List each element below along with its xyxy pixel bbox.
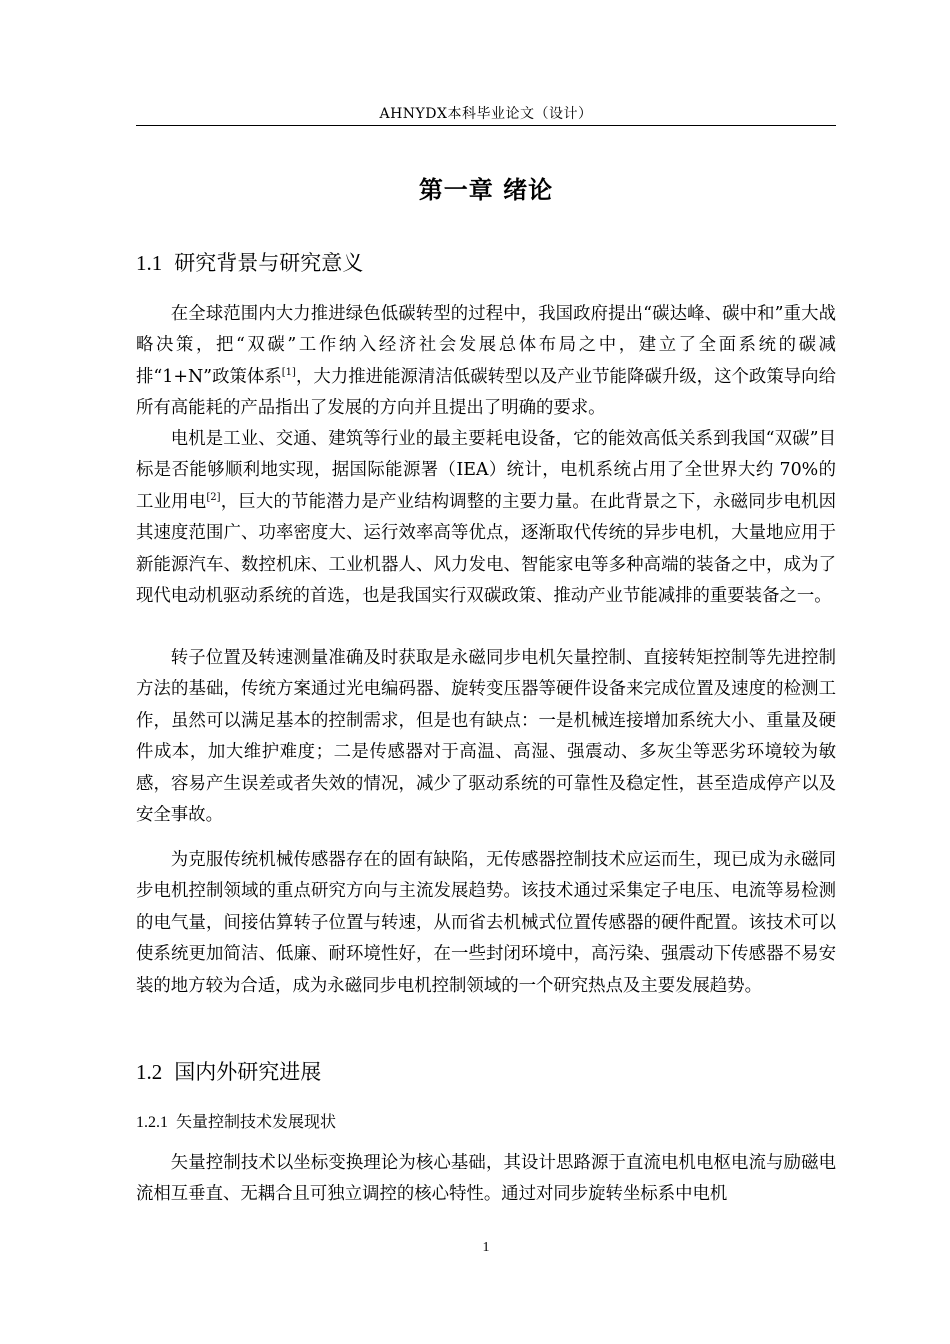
section-heading-1-1 <box>136 247 363 277</box>
subsection-number: 1.2.1 <box>136 1114 168 1131</box>
section-number: 1.1 <box>136 251 163 275</box>
paragraph-3 <box>136 643 836 831</box>
paragraph-1 <box>136 299 836 425</box>
paragraph-text: ，巨大的节能潜力是产业结构调整的主要力量。在此背景之下，永磁同步电机因其速度范围广、功率密度大、运行效率高等优点，逐渐取代传统的异步电机，大量地应用于新能源汽车、数控机床、工业机器人、风力发电、智能家电等多种高端的装备之中，成为了现代电动机驱动系统的首选，也是我国实行双碳政策、推动产业节能减排的重要装备之一。 <box>136 491 836 607</box>
subsection-heading-1-2-1 <box>136 1109 336 1132</box>
paragraph-text: 电机是工业、交通、建筑等行业的最主要耗电设备，它的能效高低关系到我国“双碳”目标是否能够顺利地实现，据国际能源署（IEA）统计，电机系统占用了全世界大约 70%的工业用电 <box>136 429 836 512</box>
section-title-text: 国内外研究进展 <box>174 1060 322 1084</box>
paragraph-text: 为克服传统机械传感器存在的固有缺陷，无传感器控制技术应运而生，现已成为永磁同步电机控制领域的重点研究方向与主流发展趋势。该技术通过采集定子电压、电流等易检测的电气量，间接估算转子位置与转速，从而省去机械式位置传感器的硬件配置。该技术可以使系统更加简洁、低廉、耐环境性好，在一些封闭环境中，高污染、强震动下传感器不易安装的地方较为合适，成为永磁同步电机控制领域的一个研究热点及主要发展趋势。 <box>136 850 836 996</box>
section-number: 1.2 <box>136 1060 163 1084</box>
paragraph-2 <box>136 424 836 612</box>
header-rule <box>136 125 836 126</box>
paragraph-text: 在全球范围内大力推进绿色低碳转型的过程中，我国政府提出“碳达峰、碳中和”重大战略决策，把“双碳”工作纳入经济社会发展总体布局之中，建立了全面系统的碳减排“1+N”政策体系 <box>136 304 836 387</box>
section-title-text: 研究背景与研究意义 <box>174 251 364 275</box>
citation-ref: [1] <box>281 367 296 379</box>
paragraph-5 <box>136 1148 836 1211</box>
paragraph-text: ，大力推进能源清洁低碳转型以及产业节能降碳升级，这个政策导向给所有高能耗的产品指出了发展的方向并且提出了明确的要求。 <box>136 366 836 419</box>
paragraph-text: 转子位置及转速测量准确及时获取是永磁同步电机矢量控制、直接转矩控制等先进控制方法的基础，传统方案通过光电编码器、旋转变压器等硬件设备来完成位置及速度的检测工作，虽然可以满足基本的控制需求，但是也有缺点：一是机械连接增加系统大小、重量及硬件成本，加大维护难度；二是传感器对于高温、高湿、强震动、多灰尘等恶劣环境较为敏感，容易产生误差或者失效的情况，减少了驱动系统的可靠性及稳定性，甚至造成停产以及安全事故。 <box>136 648 836 826</box>
chapter-title: 第一章 绪论 <box>418 176 554 204</box>
citation-ref: [2] <box>206 492 221 504</box>
paragraph-text: 矢量控制技术以坐标变换理论为核心基础，其设计思路源于直流电机电枢电流与励磁电流相互垂直、无耦合且可独立调控的核心特性。通过对同步旋转坐标系中电机 <box>136 1153 836 1205</box>
subsection-title-text: 矢量控制技术发展现状 <box>176 1112 337 1131</box>
paragraph-4 <box>136 845 836 1002</box>
section-heading-1-2 <box>136 1056 321 1086</box>
page-number: 1 <box>482 1240 490 1255</box>
running-header: AHNYDX本科毕业论文（设计） <box>379 106 593 122</box>
